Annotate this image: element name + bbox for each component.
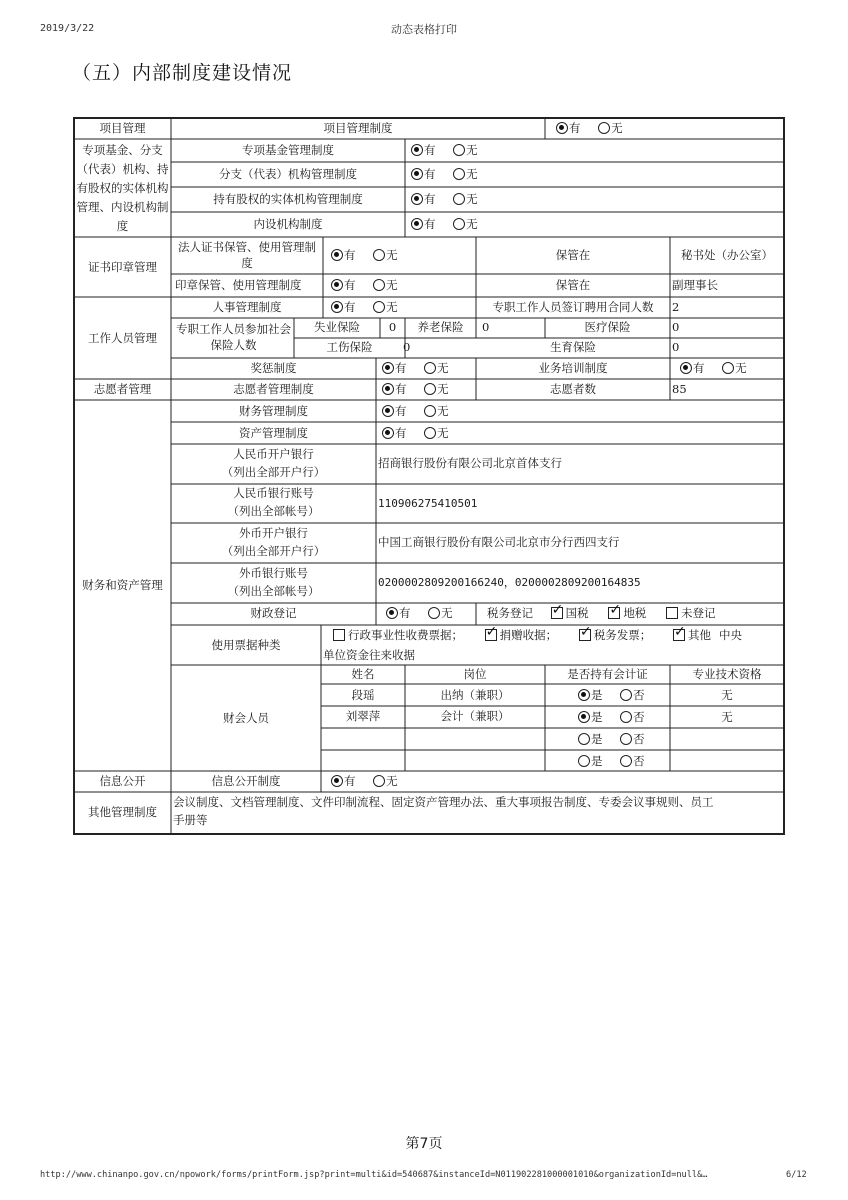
category-staff-mgmt: 工作人员管理 [88, 331, 157, 345]
insurance-count-label: 专职工作人员参加社会保险人数 [176, 322, 291, 352]
item-hr-system: 人事管理制度 [212, 300, 282, 314]
checkbox-national-tax[interactable] [551, 607, 563, 619]
radio-no[interactable] [424, 405, 436, 417]
radio-group-training: 有 无 [680, 361, 747, 376]
other-systems-text-cont: 手册等 [173, 813, 208, 827]
receipt-type-label: 使用票据种类 [211, 638, 281, 652]
volunteer-count-value: 85 [672, 382, 687, 396]
section-title: （五）内部制度建设情况 [72, 62, 293, 84]
item-reward-system: 奖惩制度 [250, 361, 297, 375]
radio-yes-selected[interactable] [578, 689, 590, 701]
radio-yes-selected[interactable] [680, 362, 692, 374]
accountant-header-name: 姓名 [351, 667, 375, 681]
receipt-other-text-cont: 单位资金往来收据 [323, 648, 415, 662]
radio-group-cert: 是 否 [578, 732, 645, 747]
radio-no[interactable] [424, 383, 436, 395]
print-date: 2019/3/22 [40, 23, 95, 34]
radio-no[interactable] [428, 607, 440, 619]
item-volunteer-system: 志愿者管理制度 [233, 382, 314, 396]
volunteer-count-label: 志愿者数 [550, 382, 596, 396]
radio-no[interactable] [453, 193, 465, 205]
keeper-label: 保管在 [555, 248, 591, 262]
rmb-bank-label-note: （列出全部开户行） [221, 465, 326, 479]
footer-page: 6/12 [786, 1170, 807, 1180]
item-branch-office-system: 分支（代表）机构管理制度 [219, 167, 357, 181]
radio-group-project-mgmt: 有 无 [556, 121, 623, 136]
category-project-mgmt: 项目管理 [99, 121, 146, 135]
accountant-header-post: 岗位 [463, 667, 487, 681]
item-fiscal-registration: 财政登记 [250, 606, 297, 620]
radio-group-cert: 是 否 [578, 688, 645, 703]
rmb-bank-value: 招商银行股份有限公司北京首体支行 [378, 456, 562, 470]
fx-account-value: 0200002809200166240，0200002809200164835 [378, 576, 641, 589]
radio-group-hr: 有 无 [331, 300, 398, 315]
keeper-label: 保管在 [555, 278, 591, 292]
radio-yes-selected[interactable] [386, 607, 398, 619]
fx-bank-label-note: （列出全部开户行） [221, 544, 326, 558]
accountant-title: 无 [721, 688, 733, 702]
contract-count-value: 2 [672, 300, 680, 314]
item-seal-system: 印章保管、使用管理制度 [175, 278, 302, 292]
item-legal-cert-system: 法人证书保管、使用管理制度 [178, 240, 316, 270]
fx-bank-value: 中国工商银行股份有限公司北京市分行西四支行 [378, 535, 620, 549]
pension-insurance-value: 0 [482, 320, 490, 334]
radio-no[interactable] [373, 301, 385, 313]
item-finance-system: 财务管理制度 [239, 404, 308, 418]
radio-group-disclosure: 有 无 [331, 774, 398, 789]
radio-yes-selected[interactable] [411, 168, 423, 180]
radio-no[interactable] [620, 711, 632, 723]
rmb-bank-label: 人民币开户银行 [233, 447, 314, 461]
radio-no[interactable] [373, 249, 385, 261]
radio-group-seal: 有 无 [331, 278, 398, 293]
category-disclosure: 信息公开 [99, 774, 146, 788]
category-other-systems: 其他管理制度 [88, 805, 157, 819]
checkbox-other-receipt[interactable] [673, 629, 685, 641]
item-equity-entity-system: 持有股权的实体机构管理制度 [213, 192, 363, 206]
category-finance-mgmt: 财务和资产管理 [82, 578, 163, 592]
radio-no[interactable] [373, 775, 385, 787]
accountant-header-cert: 是否持有会计证 [567, 667, 648, 681]
radio-no[interactable] [620, 733, 632, 745]
radio-yes-selected[interactable] [331, 249, 343, 261]
radio-yes-selected[interactable] [411, 193, 423, 205]
radio-no[interactable] [620, 755, 632, 767]
print-title: 动态表格打印 [391, 23, 457, 36]
accountant-post: 出纳（兼职） [440, 688, 510, 702]
radio-yes-selected[interactable] [411, 144, 423, 156]
radio-yes[interactable] [578, 755, 590, 767]
radio-group-internal-dept: 有 无 [411, 217, 478, 232]
keeper-value: 副理事长 [672, 278, 718, 292]
pension-insurance-label: 养老保险 [417, 320, 464, 334]
radio-no[interactable] [598, 122, 610, 134]
radio-no[interactable] [453, 218, 465, 230]
radio-group-volunteer: 有 无 [382, 382, 449, 397]
item-training-system: 业务培训制度 [538, 361, 608, 375]
unemployment-insurance-value: 0 [388, 320, 397, 334]
medical-insurance-label: 医疗保险 [584, 320, 631, 334]
radio-no[interactable] [424, 427, 436, 439]
rmb-account-label: 人民币银行账号 [233, 486, 314, 500]
checkbox-tax-invoice[interactable] [579, 629, 591, 641]
radio-no[interactable] [424, 362, 436, 374]
footer-url: http://www.chinanpo.gov.cn/npowork/forms/printForm.jsp?print=multi&id=540687&instanceId=N011902281000001010&organizationId=null&… [40, 1170, 708, 1180]
medical-insurance-value: 0 [672, 320, 680, 334]
maternity-insurance-label: 生育保险 [550, 340, 596, 354]
item-internal-dept-system: 内设机构制度 [253, 217, 323, 231]
radio-group-cert: 是 否 [578, 754, 645, 769]
radio-yes[interactable] [578, 733, 590, 745]
radio-group-reward: 有 无 [382, 361, 449, 376]
checkbox-donation-receipt[interactable] [485, 629, 497, 641]
accountant-label: 财会人员 [223, 711, 269, 725]
radio-yes-selected[interactable] [382, 405, 394, 417]
checkbox-unregistered[interactable] [666, 607, 678, 619]
page-number: 第7页 [405, 1136, 443, 1152]
radio-yes-selected[interactable] [578, 711, 590, 723]
accountant-title: 无 [721, 710, 733, 724]
receipt-type-options: 行政事业性收费票据； ✓ 捐赠收据； ✓ 税务发票； ✓ 其他 中央 [333, 628, 742, 643]
item-special-fund-system: 专项基金管理制度 [242, 143, 334, 157]
injury-insurance-value: 0 [403, 340, 411, 354]
radio-group-special-fund: 有 无 [411, 143, 478, 158]
radio-group-legal-cert: 有 无 [331, 248, 398, 263]
radio-no[interactable] [453, 144, 465, 156]
radio-yes-selected[interactable] [382, 383, 394, 395]
radio-group-equity-entity: 有 无 [411, 192, 478, 207]
category-seal-mgmt: 证书印章管理 [88, 260, 157, 274]
contract-count-label: 专职工作人员签订聘用合同人数 [492, 300, 654, 314]
receipt-other-text: 中央 [718, 628, 742, 642]
radio-yes-selected[interactable] [411, 218, 423, 230]
radio-group-cert: 是 否 [578, 710, 645, 725]
maternity-insurance-value: 0 [672, 340, 680, 354]
radio-group-fiscal: 有 无 [386, 606, 453, 621]
accountant-post: 会计（兼职） [440, 709, 510, 723]
accountant-header-title: 专业技术资格 [692, 667, 762, 681]
fx-bank-label: 外币开户银行 [239, 526, 308, 540]
radio-yes-selected[interactable] [331, 775, 343, 787]
radio-group-asset: 有 无 [382, 426, 449, 441]
radio-no[interactable] [453, 168, 465, 180]
accountant-name: 刘翠萍 [345, 709, 381, 723]
accountant-name: 段瑶 [351, 688, 375, 702]
checkbox-local-tax[interactable] [608, 607, 620, 619]
radio-yes-selected[interactable] [331, 301, 343, 313]
item-asset-system: 资产管理制度 [239, 426, 308, 440]
radio-no[interactable] [722, 362, 734, 374]
tax-registration-label: 税务登记 [487, 606, 533, 620]
category-branch-institutions: 专项基金、分支（代表）机构、持有股权的实体机构管理、内设机构制度 [76, 143, 169, 233]
radio-yes-selected[interactable] [331, 279, 343, 291]
radio-group-branch-office: 有 无 [411, 167, 478, 182]
other-systems-text: 会议制度、文档管理制度、文件印制流程、固定资产管理办法、重大事项报告制度、专委会议事规则、员工 [173, 795, 714, 809]
item-project-mgmt-system: 项目管理制度 [323, 121, 393, 135]
category-volunteer-mgmt: 志愿者管理 [93, 382, 152, 396]
rmb-account-label-note: （列出全部帐号） [227, 504, 320, 518]
radio-no[interactable] [620, 689, 632, 701]
injury-insurance-label: 工伤保险 [326, 340, 373, 354]
unemployment-insurance-label: 失业保险 [314, 320, 360, 334]
keeper-value: 秘书处（办公室） [681, 248, 773, 262]
radio-yes-selected[interactable] [382, 427, 394, 439]
fx-account-label: 外币银行账号 [239, 566, 308, 580]
tax-registration-group: 税务登记 ✓ 国税 ✓ 地税 未登记 [487, 606, 715, 621]
checkbox-admin-fee-receipt[interactable] [333, 629, 345, 641]
item-disclosure-system: 信息公开制度 [211, 774, 281, 788]
rmb-account-value: 110906275410501 [378, 497, 478, 510]
fx-account-label-note: （列出全部帐号） [227, 584, 320, 598]
radio-yes-selected[interactable] [382, 362, 394, 374]
radio-yes-selected[interactable] [556, 122, 568, 134]
radio-group-finance: 有 无 [382, 404, 449, 419]
radio-no[interactable] [373, 279, 385, 291]
